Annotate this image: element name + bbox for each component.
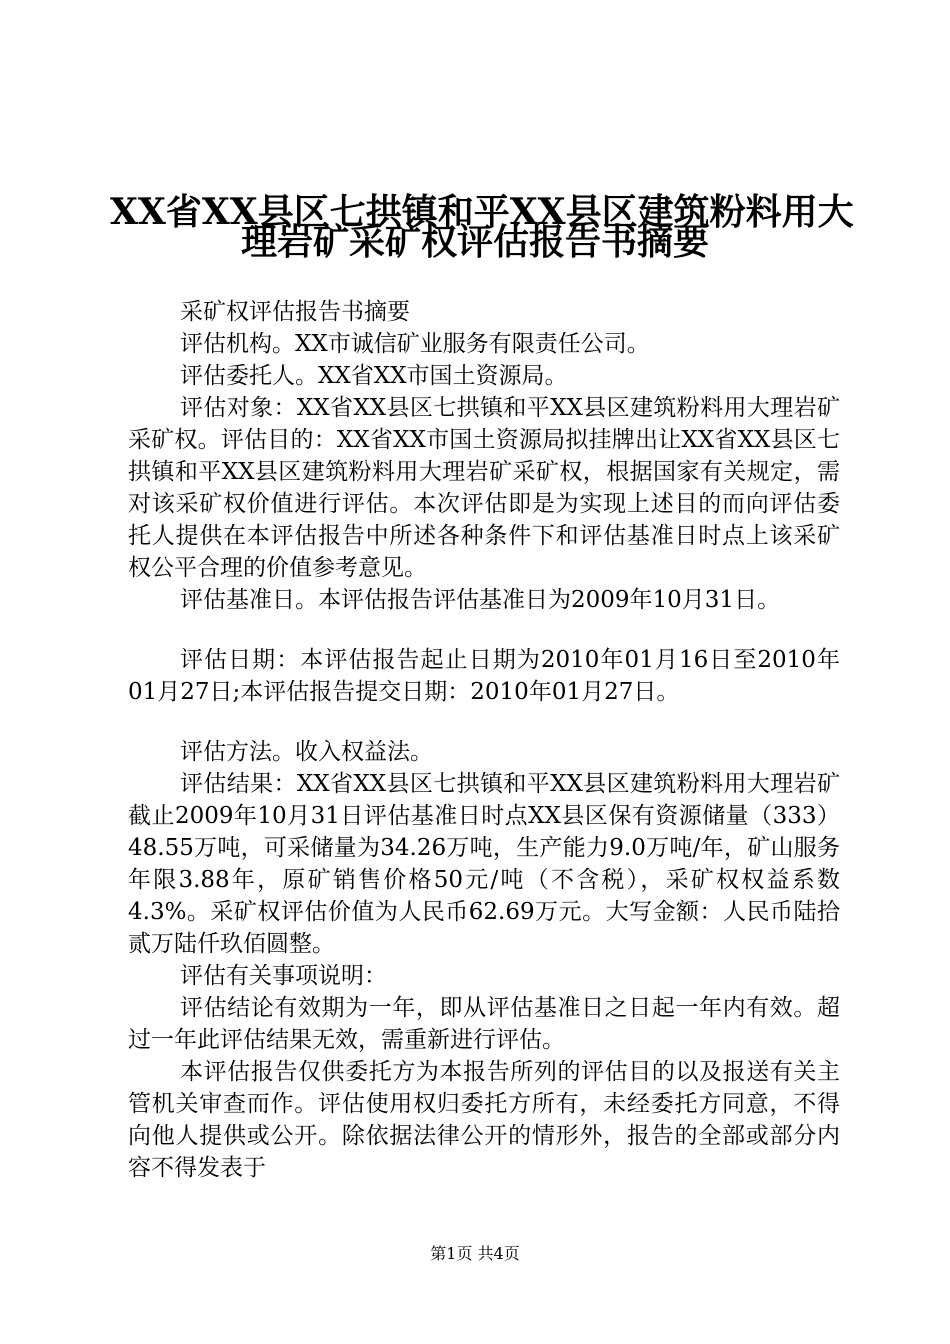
paragraph-evaluation-dates: 评估日期：本评估报告起止日期为2010年01月16日至2010年01月27日;本评估报告提交日期：2010年01月27日。 [128,647,840,705]
paragraph-usage: 本评估报告仅供委托方为本报告所列的评估目的以及报送有关主管机关审查而作。评估使用权归委托方所有，未经委托方同意，不得向他人提供或公开。除依据法律公开的情形外，报告的全部或部分内容不得发表于 [128,1059,840,1181]
paragraph-validity: 评估结论有效期为一年，即从评估基准日之日起一年内有效。超过一年此评估结果无效，需重新进行评估。 [128,995,840,1053]
paragraph-base-date: 评估基准日。本评估报告评估基准日为2009年10月31日。 [180,587,781,613]
document-body [128,296,840,1184]
document-title-line2: 理岩矿采矿权评估报告书摘要 [240,221,709,263]
paragraph-object-purpose: 评估对象：XX省XX县区七拱镇和平XX县区建筑粉料用大理岩矿采矿权。评估目的：XX省XX市国土资源局拟挂牌出让XX省XX县区七拱镇和平XX县区建筑粉料用大理岩矿采矿权，根据国家有关规定，需对该采矿权价值进行评估。本次评估即是为实现上述目的而向评估委托人提供在本评估报告中所述各种条件下和评估基准日时点上该采矿权公平合理的价值参考意见。 [128,395,840,581]
paragraph-result: 评估结果：XX省XX县区七拱镇和平XX县区建筑粉料用大理岩矿截止2009年10月31日评估基准日时点XX县区保有资源储量（333）48.55万吨，可采储量为34.26万吨，生产能力9.0万吨/年，矿山服务年限3.88年，原矿销售价格50元/吨（不含税），采矿权权益系数4.3%。采矿权评估价值为人民币62.69万元。大写金额：人民币陆拾贰万陆仟玖佰圆整。 [128,771,840,957]
paragraph-summary-heading: 采矿权评估报告书摘要 [180,299,410,325]
page-footer: 第1页 共4页 [430,1244,520,1263]
paragraph-client: 评估委托人。XX省XX市国土资源局。 [180,363,568,389]
paragraph-agency: 评估机构。XX市诚信矿业服务有限责任公司。 [180,331,650,357]
paragraph-notes-heading: 评估有关事项说明： [180,963,387,989]
document-title-line1: XX省XX县区七拱镇和平XX县区建筑粉料用大 [110,191,854,233]
paragraph-method: 评估方法。收入权益法。 [180,739,433,765]
